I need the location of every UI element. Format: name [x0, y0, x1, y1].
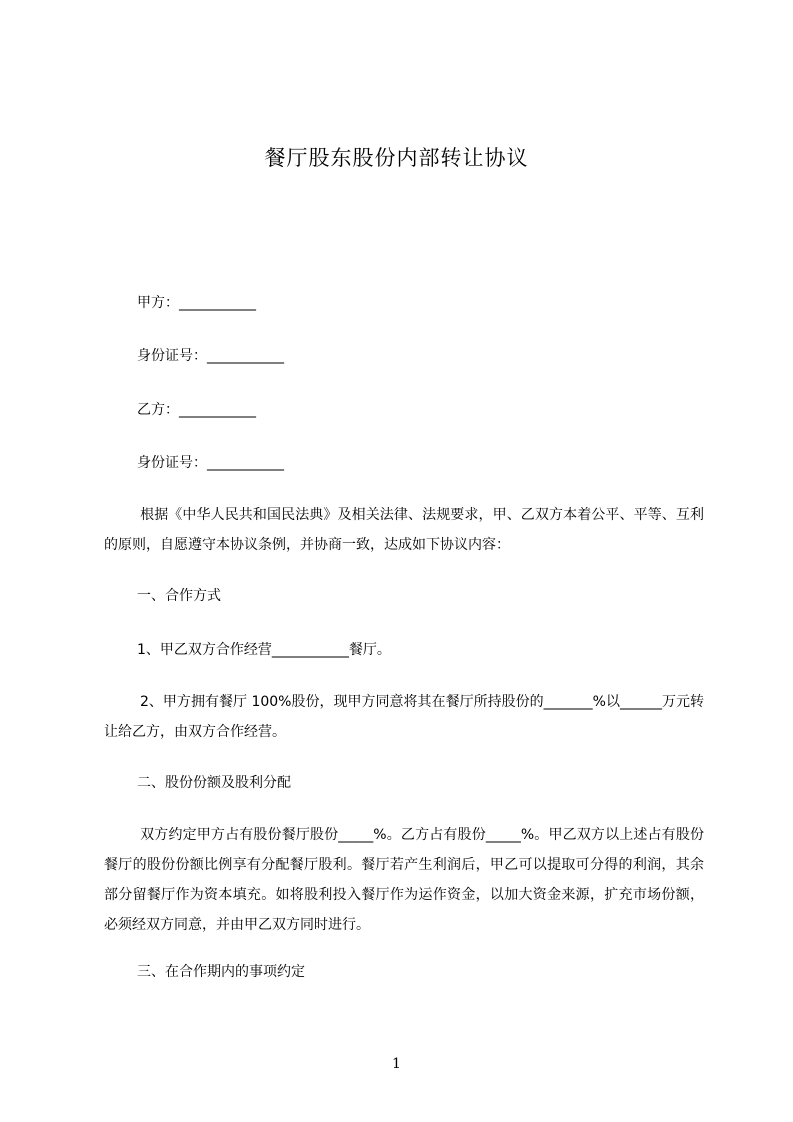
- party-b-id-line: 身份证号：___________: [137, 455, 284, 471]
- party-a-id-line: 身份证号：___________: [137, 348, 284, 364]
- clause-2-paragraph: [104, 687, 704, 747]
- party-b-line: 乙方：___________: [137, 402, 256, 418]
- clause-2-text: 2、甲方拥有餐厅 100%股份，现甲方同意将其在餐厅所持股份的_______%以______万元转让给乙方，由双方合作经营。: [104, 694, 704, 740]
- section-2-heading: 二、股份份额及股利分配: [137, 775, 291, 791]
- party-a-line: 甲方：___________: [137, 295, 256, 311]
- section-2-text: 双方约定甲方占有股份餐厅股份_____%。乙方占有股份_____%。甲乙双方以上述占有股份餐厅的股份份额比例享有分配餐厅股利。餐厅若产生利润后，甲乙可以提取可分得的利润，其余部分留餐厅作为资本填充。如将股利投入餐厅作为运作资金，以加大资金来源，扩充市场份额，必须经双方同意，并由甲乙双方同时进行。: [104, 827, 704, 933]
- section-1-heading: 一、合作方式: [137, 588, 221, 604]
- document-title: 餐厅股东股份内部转让协议: [264, 146, 529, 170]
- preamble-text: 根据《中华人民共和国民法典》及相关法律、法规要求，甲、乙双方本着公平、平等、互利的原则，自愿遵守本协议条例，并协商一致，达成如下协议内容：: [104, 507, 704, 553]
- section-3-heading: 三、在合作期内的事项约定: [137, 964, 305, 980]
- page-number: 1: [392, 1056, 401, 1072]
- section-2-paragraph: [104, 820, 704, 940]
- preamble-paragraph: [104, 500, 704, 560]
- clause-1: 1、甲乙双方合作经营___________餐厅。: [137, 642, 391, 658]
